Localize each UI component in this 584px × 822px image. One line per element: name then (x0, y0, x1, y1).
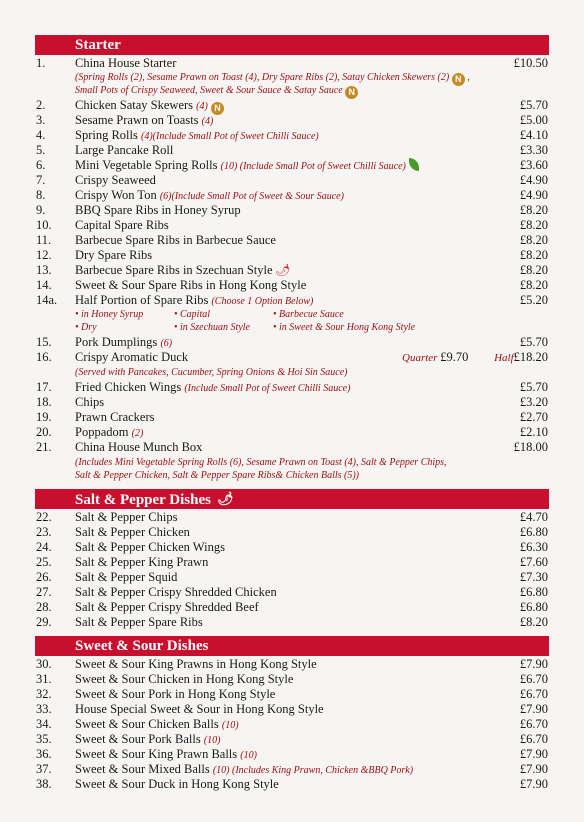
menu-item (0, 173, 584, 188)
section-header-sweet-sour (35, 636, 549, 656)
menu-item (0, 188, 584, 203)
item-price: £8.20 (519, 218, 548, 232)
item-name: Sweet & Sour Mixed Balls (75, 762, 210, 776)
option-item: • in Honey Syrup (75, 309, 144, 320)
item-name: Capital Spare Ribs (75, 218, 169, 232)
item-number: 16. (36, 350, 52, 364)
item-price: £8.20 (519, 615, 548, 629)
chili-icon: 🌶 (216, 491, 234, 506)
item-note: (4)(Include Small Pot of Sweet Chilli Sauce) (141, 131, 319, 142)
item-name: Barbecue Spare Ribs in Barbecue Sauce (75, 233, 276, 247)
item-price: £5.70 (519, 380, 548, 394)
item-note: (6)(Include Small Pot of Sweet & Sour Sauce) (159, 191, 344, 202)
item-number: 33. (36, 702, 52, 716)
item-price: £6.70 (519, 687, 548, 701)
section-title: Starter (75, 37, 121, 53)
item-note: (4) (201, 116, 214, 127)
item-price: £7.60 (519, 555, 548, 569)
item-price: £7.90 (519, 657, 548, 671)
item-number: 1. (36, 56, 46, 70)
item-note: (10) (203, 735, 221, 746)
item-price: £18.00 (513, 440, 548, 454)
menu-item (0, 278, 584, 293)
option-item: • in Sweet & Sour Hong Kong Style (273, 322, 416, 333)
item-name: Chips (75, 395, 105, 409)
item-price: £4.70 (519, 510, 548, 524)
item-price: £10.50 (513, 56, 548, 70)
item-number: 23. (36, 525, 52, 539)
item-number: 22. (36, 510, 52, 524)
item-price: £5.70 (519, 335, 548, 349)
item-number: 6. (36, 158, 46, 172)
menu-item (0, 425, 584, 440)
item-name: Salt & Pepper Squid (75, 570, 178, 584)
item-number: 19. (36, 410, 52, 424)
chili-icon: 🌶 (275, 263, 291, 277)
item-number: 10. (36, 218, 52, 232)
item-name: Salt & Pepper Crispy Shredded Chicken (75, 585, 277, 599)
item-name: Sweet & Sour Pork in Hong Kong Style (75, 687, 276, 701)
item-name: Sweet & Sour Pork Balls (75, 732, 201, 746)
item-note: (6) (160, 338, 173, 349)
item-note: (Served with Pancakes, Cucumber, Spring Onions & Hoi Sin Sauce) (75, 367, 348, 378)
section-title: Sweet & Sour Dishes (75, 638, 209, 654)
section-header-starter (35, 35, 549, 55)
menu-item (0, 600, 584, 615)
item-number: 5. (36, 143, 46, 157)
menu-item (0, 657, 584, 672)
item-name: Half Portion of Spare Ribs (75, 293, 209, 307)
item-number: 13. (36, 263, 52, 277)
menu-item (0, 98, 584, 113)
item-price: £4.90 (519, 188, 548, 202)
item-name: Crispy Won Ton (75, 188, 157, 202)
item-number: 15. (36, 335, 52, 349)
item-price: £6.30 (519, 540, 548, 554)
item-number: 8. (36, 188, 46, 202)
item-name: Sweet & Sour King Prawn Balls (75, 747, 238, 761)
item-name: Barbecue Spare Ribs in Szechuan Style (75, 263, 273, 277)
menu-item (0, 395, 584, 410)
item-number: 18. (36, 395, 52, 409)
item-price: £4.10 (519, 128, 548, 142)
item-price: £7.90 (519, 702, 548, 716)
nut-icon: N (452, 73, 465, 86)
item-name: Salt & Pepper Chips (75, 510, 178, 524)
item-note: (10) (221, 720, 239, 731)
menu-item (0, 233, 584, 248)
item-name: Sesame Prawn on Toasts (75, 113, 199, 127)
item-note: (Include Small Pot of Sweet Chilli Sauce) (184, 383, 351, 394)
menu-item (0, 777, 584, 792)
item-price: £5.20 (519, 293, 548, 307)
item-price: £8.20 (519, 203, 548, 217)
menu-item (0, 293, 584, 308)
item-number: 29. (36, 615, 52, 629)
item-price: £6.80 (519, 600, 548, 614)
item-note: (4) (196, 101, 208, 112)
menu-item (0, 762, 584, 777)
item-note: (10) (Includes King Prawn, Chicken &BBQ Pork) (212, 765, 414, 776)
half-price: Half£18.20 (494, 350, 548, 364)
menu-item (0, 510, 584, 525)
item-name: Salt & Pepper Crispy Shredded Beef (75, 600, 259, 614)
item-note: (Includes Mini Vegetable Spring Rolls (6), Sesame Prawn on Toast (4), Salt & Pepper Chips, (75, 457, 447, 468)
item-name: Chicken Satay Skewers (75, 98, 194, 112)
item-name: China House Starter (75, 56, 177, 70)
item-number: 3. (36, 113, 46, 127)
item-note: (2) (131, 428, 144, 439)
item-name: Salt & Pepper Chicken Wings (75, 540, 225, 554)
item-name: Sweet & Sour King Prawns in Hong Kong Style (75, 657, 317, 671)
item-number: 34. (36, 717, 52, 731)
item-note: (10) (240, 750, 257, 761)
item-name: Sweet & Sour Duck in Hong Kong Style (75, 777, 279, 791)
menu-item (0, 380, 584, 395)
section-title: Salt & Pepper Dishes (75, 492, 211, 508)
item-price: £6.70 (519, 717, 548, 731)
menu-item (0, 128, 584, 143)
item-number: 4. (36, 128, 46, 142)
item-name: Salt & Pepper Spare Ribs (75, 615, 203, 629)
menu-item (0, 203, 584, 218)
item-number: 27. (36, 585, 52, 599)
item-number: 21. (36, 440, 52, 454)
item-number: 20. (36, 425, 52, 439)
item-name: Crispy Aromatic Duck (75, 350, 189, 364)
item-price: £8.20 (519, 263, 548, 277)
item-number: 17. (36, 380, 52, 394)
item-name: Mini Vegetable Spring Rolls (75, 158, 218, 172)
menu-item (0, 585, 584, 600)
item-name: Sweet & Sour Spare Ribs in Hong Kong Style (75, 278, 307, 292)
item-name: Salt & Pepper Chicken (75, 525, 190, 539)
item-note: Salt & Pepper Chicken, Salt & Pepper Spare Ribs& Chicken Balls (5)) (75, 470, 360, 481)
menu-item (0, 56, 584, 71)
item-price: £8.20 (519, 248, 548, 262)
item-number: 12. (36, 248, 52, 262)
item-note: Small Pots of Crispy Seaweed, Sweet & Sour Sauce & Satay Sauce N (75, 85, 358, 99)
menu-item (0, 143, 584, 158)
item-price: £5.70 (519, 98, 548, 112)
item-price: £6.80 (519, 585, 548, 599)
item-name: Poppadom (75, 425, 129, 439)
menu-item (0, 747, 584, 762)
menu-item (0, 263, 584, 278)
menu-item (0, 570, 584, 585)
item-number: 26. (36, 570, 52, 584)
option-item: • Barbecue Sauce (273, 309, 344, 320)
item-price: £5.00 (519, 113, 548, 127)
item-price: £2.10 (519, 425, 548, 439)
item-number: 30. (36, 657, 52, 671)
menu-item (0, 158, 584, 173)
option-item: • Capital (174, 309, 211, 320)
item-name: BBQ Spare Ribs in Honey Syrup (75, 203, 241, 217)
menu-item (0, 335, 584, 350)
item-note: (10) (Include Small Pot of Sweet Chilli Sauce) (220, 161, 406, 172)
menu-item (0, 113, 584, 128)
item-number: 2. (36, 98, 46, 112)
menu-item (0, 687, 584, 702)
item-name: Salt & Pepper King Prawn (75, 555, 209, 569)
item-note: (Choose 1 Option Below) (211, 296, 314, 307)
menu-item (0, 248, 584, 263)
item-price: £7.90 (519, 762, 548, 776)
item-price: £3.20 (519, 395, 548, 409)
nut-icon: N (345, 86, 358, 99)
leaf-icon (409, 158, 419, 171)
item-price: £2.70 (519, 410, 548, 424)
item-price: £4.90 (519, 173, 548, 187)
item-name: Dry Spare Ribs (75, 248, 153, 262)
item-price: £3.60 (519, 158, 548, 172)
item-number: 24. (36, 540, 52, 554)
item-number: 28. (36, 600, 52, 614)
item-name: China House Munch Box (75, 440, 203, 454)
menu-item (0, 350, 584, 365)
item-number: 38. (36, 777, 52, 791)
item-price: £6.80 (519, 525, 548, 539)
item-name: Crispy Seaweed (75, 173, 156, 187)
item-price: £3.30 (519, 143, 548, 157)
item-price: £8.20 (519, 278, 548, 292)
item-price: £6.70 (519, 732, 548, 746)
item-price: £7.30 (519, 570, 548, 584)
section-header-salt-pepper (35, 489, 549, 509)
item-name: Sweet & Sour Chicken Balls (75, 717, 219, 731)
item-number: 14a. (36, 293, 58, 307)
menu-item (0, 410, 584, 425)
option-item: • in Szechuan Style (174, 322, 250, 333)
item-number: 11. (36, 233, 52, 247)
item-price: £7.90 (519, 747, 548, 761)
menu-item (0, 540, 584, 555)
option-item: • Dry (75, 322, 97, 333)
item-note: (Spring Rolls (2), Sesame Prawn on Toast (4), Dry Spare Ribs (2), Satay Chicken Skewers (2) N , (75, 72, 470, 84)
menu-item (0, 702, 584, 717)
item-name: Spring Rolls (75, 128, 138, 142)
menu-item (0, 440, 584, 455)
item-name: House Special Sweet & Sour in Hong Kong Style (75, 702, 324, 716)
menu-item (0, 732, 584, 747)
item-price: £8.20 (519, 233, 548, 247)
item-name: Sweet & Sour Chicken in Hong Kong Style (75, 672, 294, 686)
item-number: 7. (36, 173, 46, 187)
menu-item (0, 525, 584, 540)
item-number: 31. (36, 672, 52, 686)
item-number: 35. (36, 732, 52, 746)
item-number: 14. (36, 278, 52, 292)
nut-icon: N (211, 102, 224, 115)
quarter-price: Quarter £9.70 (402, 350, 469, 364)
menu-item (0, 717, 584, 732)
menu-item (0, 672, 584, 687)
item-number: 37. (36, 762, 52, 776)
item-name: Fried Chicken Wings (75, 380, 182, 394)
item-number: 25. (36, 555, 52, 569)
item-number: 36. (36, 747, 52, 761)
item-name: Prawn Crackers (75, 410, 155, 424)
item-name: Large Pancake Roll (75, 143, 174, 157)
item-number: 32. (36, 687, 52, 701)
menu-item (0, 218, 584, 233)
menu-item (0, 555, 584, 570)
item-name: Pork Dumplings (75, 335, 158, 349)
item-price: £7.90 (519, 777, 548, 791)
item-number: 9. (36, 203, 46, 217)
item-price: £6.70 (519, 672, 548, 686)
menu-item (0, 615, 584, 630)
